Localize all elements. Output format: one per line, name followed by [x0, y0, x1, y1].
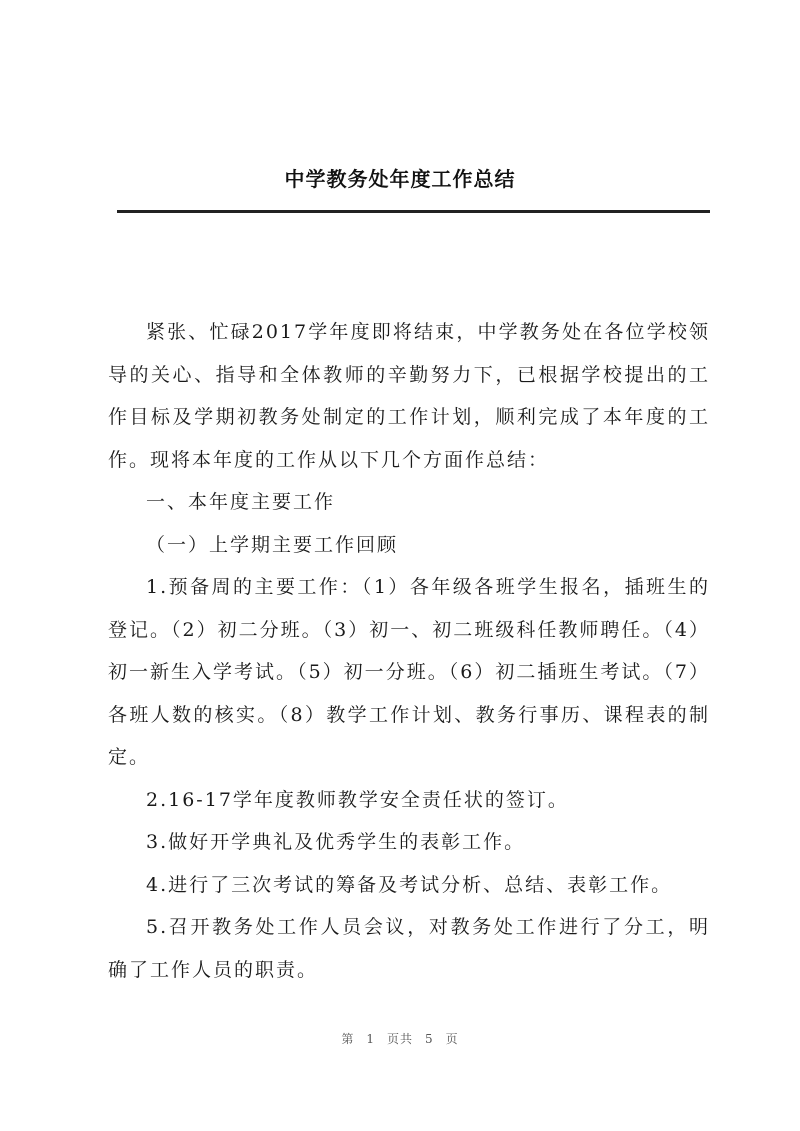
page-footer — [0, 1030, 800, 1047]
list-item: 2.16-17学年度教师教学安全责任状的签订。 — [146, 788, 569, 811]
title-underline — [117, 210, 710, 213]
list-item: 3.做好开学典礼及优秀学生的表彰工作。 — [146, 831, 526, 853]
paragraph-intro: 紧张、忙碌2017学年度即将结束，中学教务处在各位学校领导的关心、指导和全体教师的辛勤努力下，已根据学校提出的工作目标及学期初教务处制定的工作计划，顺利完成了本年度的工作。现将本年度的工作从以下几个方面作总结： — [108, 321, 710, 471]
footer-total-pages: 5 — [425, 1032, 434, 1046]
document-body — [108, 311, 710, 991]
list-item: 5.召开教务处工作人员会议，对教务处工作进行了分工，明确了工作人员的职责。 — [108, 916, 710, 981]
footer-prefix: 第 — [341, 1032, 355, 1046]
subsection-heading: （一）上学期主要工作回顾 — [146, 533, 399, 556]
section-heading: 一、本年度主要工作 — [146, 491, 336, 513]
list-item: 4.进行了三次考试的筹备及考试分析、总结、表彰工作。 — [146, 873, 673, 896]
list-item: 1.预备周的主要工作：（1）各年级各班学生报名，插班生的登记。（2）初二分班。（3）初一、初二班级科任教师聘任。（4）初一新生入学考试。（5）初一分班。（6）初二插班生考试。（7）各班人数的核实。（8）教学工作计划、教务行事历、课程表的制定。 — [108, 576, 710, 768]
footer-current-page: 1 — [366, 1032, 375, 1046]
footer-middle: 页共 — [386, 1032, 413, 1046]
footer-suffix: 页 — [445, 1032, 459, 1046]
document-title: 中学教务处年度工作总结 — [284, 167, 516, 191]
